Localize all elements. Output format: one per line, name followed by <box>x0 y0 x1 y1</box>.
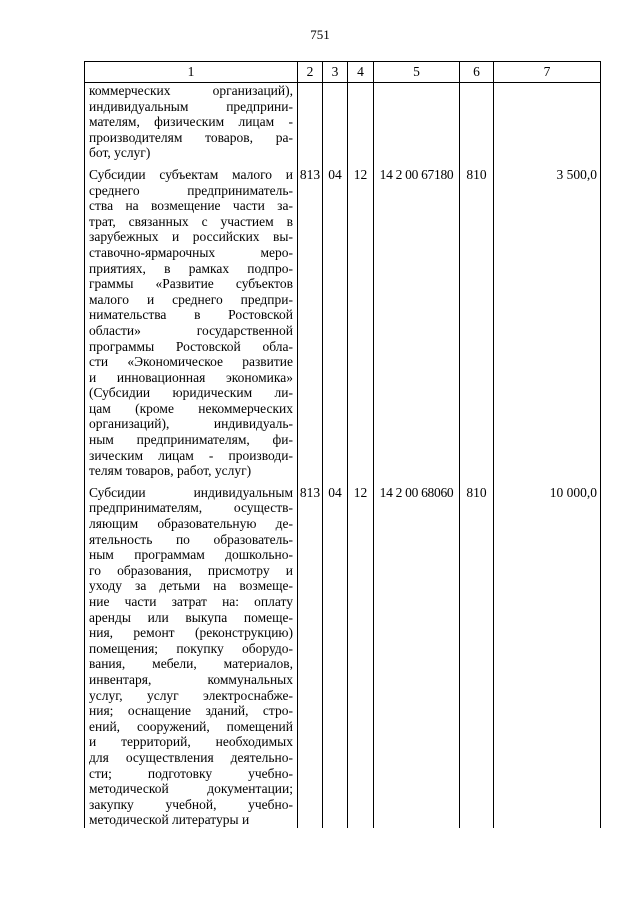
amount-cell <box>494 83 601 161</box>
description-line: цам (кроме некоммерческих <box>89 400 293 416</box>
description-line: аренды или выкупа помеще- <box>89 609 293 625</box>
ministry-code-cell: 813 <box>298 485 323 828</box>
description-line: ным предпринимателям, фи- <box>89 432 293 448</box>
column-header: 2 <box>298 62 323 83</box>
description-line: сти «Экономическое развитие <box>89 354 293 370</box>
ministry-code-cell <box>298 83 323 161</box>
column-header: 6 <box>460 62 494 83</box>
description-line: ния, ремонт (реконструкцию) <box>89 625 293 641</box>
subsection-code-cell: 12 <box>348 485 374 828</box>
description-line: инвентаря, коммунальных <box>89 671 293 687</box>
column-header: 5 <box>374 62 460 83</box>
description-line: ляющим образовательную де- <box>89 516 293 532</box>
description-line: (Субсидии юридическим ли- <box>89 385 293 401</box>
column-header: 1 <box>85 62 298 83</box>
expense-type-cell: 810 <box>460 167 494 479</box>
description-line: Субсидии индивидуальным <box>89 484 293 500</box>
description-line: закупку учебной, учебно- <box>89 796 293 812</box>
description-line: трат, связанных с участием в <box>89 213 293 229</box>
description-line: предпринимателям, осуществ- <box>89 500 293 516</box>
description-line: и территорий, необходимых <box>89 734 293 750</box>
column-header: 7 <box>494 62 601 83</box>
subsection-code-cell: 12 <box>348 167 374 479</box>
section-code-cell: 04 <box>323 167 348 479</box>
description-line: индивидуальным предприни- <box>89 98 293 114</box>
description-line: нимательства в Ростовской <box>89 307 293 323</box>
description-line: малого и среднего предпри- <box>89 291 293 307</box>
description-line: Субсидии субъектам малого и <box>89 166 293 182</box>
expense-type-cell: 810 <box>460 485 494 828</box>
description-line: коммерческих организаций), <box>89 83 293 98</box>
description-line: помещения; покупку оборудо- <box>89 640 293 656</box>
description-cell <box>85 485 298 828</box>
budget-table <box>84 61 601 828</box>
section-code-cell <box>323 83 348 161</box>
expense-type-cell <box>460 83 494 161</box>
description-line: сти; подготовку учебно- <box>89 765 293 781</box>
amount-cell: 3 500,0 <box>494 167 601 479</box>
column-header: 3 <box>323 62 348 83</box>
target-article-cell: 14 2 00 68060 <box>374 485 460 828</box>
section-code-cell: 04 <box>323 485 348 828</box>
description-line: и инновационная экономика» <box>89 369 293 385</box>
description-line: ние части затрат на: оплату <box>89 594 293 609</box>
description-line: услуг, услуг электроснабже- <box>89 687 293 703</box>
description-line: методической документации; <box>89 781 293 797</box>
description-cell <box>85 83 298 161</box>
description-line: организаций), индивидуаль- <box>89 416 293 432</box>
description-line: зическим лицам - производи- <box>89 447 293 463</box>
page-number: 751 <box>310 27 330 42</box>
description-line: телям товаров, работ, услуг) <box>89 463 252 479</box>
description-cell <box>85 167 298 479</box>
description-line: мателям, физическим лицам - <box>89 114 293 130</box>
amount-cell: 10 000,0 <box>494 485 601 828</box>
description-line: области» государственной <box>89 322 293 338</box>
description-line: для осуществления деятельно- <box>89 749 293 765</box>
table-row <box>85 83 601 161</box>
subsection-code-cell <box>348 83 374 161</box>
description-line: го образования, присмотру и <box>89 562 293 578</box>
description-line: бот, услуг) <box>89 145 151 161</box>
description-line: ятельность по образователь- <box>89 531 293 547</box>
description-line: приятиях, в рамках подпро- <box>89 260 293 276</box>
column-header: 4 <box>348 62 374 83</box>
header-row <box>85 62 601 83</box>
description-line: методической литературы и <box>89 812 250 828</box>
description-line: уходу за детьми на возмеще- <box>89 578 293 594</box>
target-article-cell: 14 2 00 67180 <box>374 167 460 479</box>
description-line: граммы «Развитие субъектов <box>89 276 293 292</box>
description-line: вания, мебели, материалов, <box>89 656 293 672</box>
description-line: ния; оснащение зданий, стро- <box>89 703 293 719</box>
description-line: ставочно-ярмарочных меро- <box>89 244 293 260</box>
description-line: ства на возмещение части за- <box>89 198 293 214</box>
target-article-cell <box>374 83 460 161</box>
description-line: программы Ростовской обла- <box>89 338 293 354</box>
description-line: зарубежных и российских вы- <box>89 229 293 245</box>
description-line: среднего предприниматель- <box>89 182 293 198</box>
table-row <box>85 485 601 828</box>
description-line: производителям товаров, ра- <box>89 129 293 145</box>
table-row <box>85 167 601 479</box>
ministry-code-cell: 813 <box>298 167 323 479</box>
description-line: ений, сооружений, помещений <box>89 718 293 734</box>
description-line: ным программам дошкольно- <box>89 547 293 563</box>
